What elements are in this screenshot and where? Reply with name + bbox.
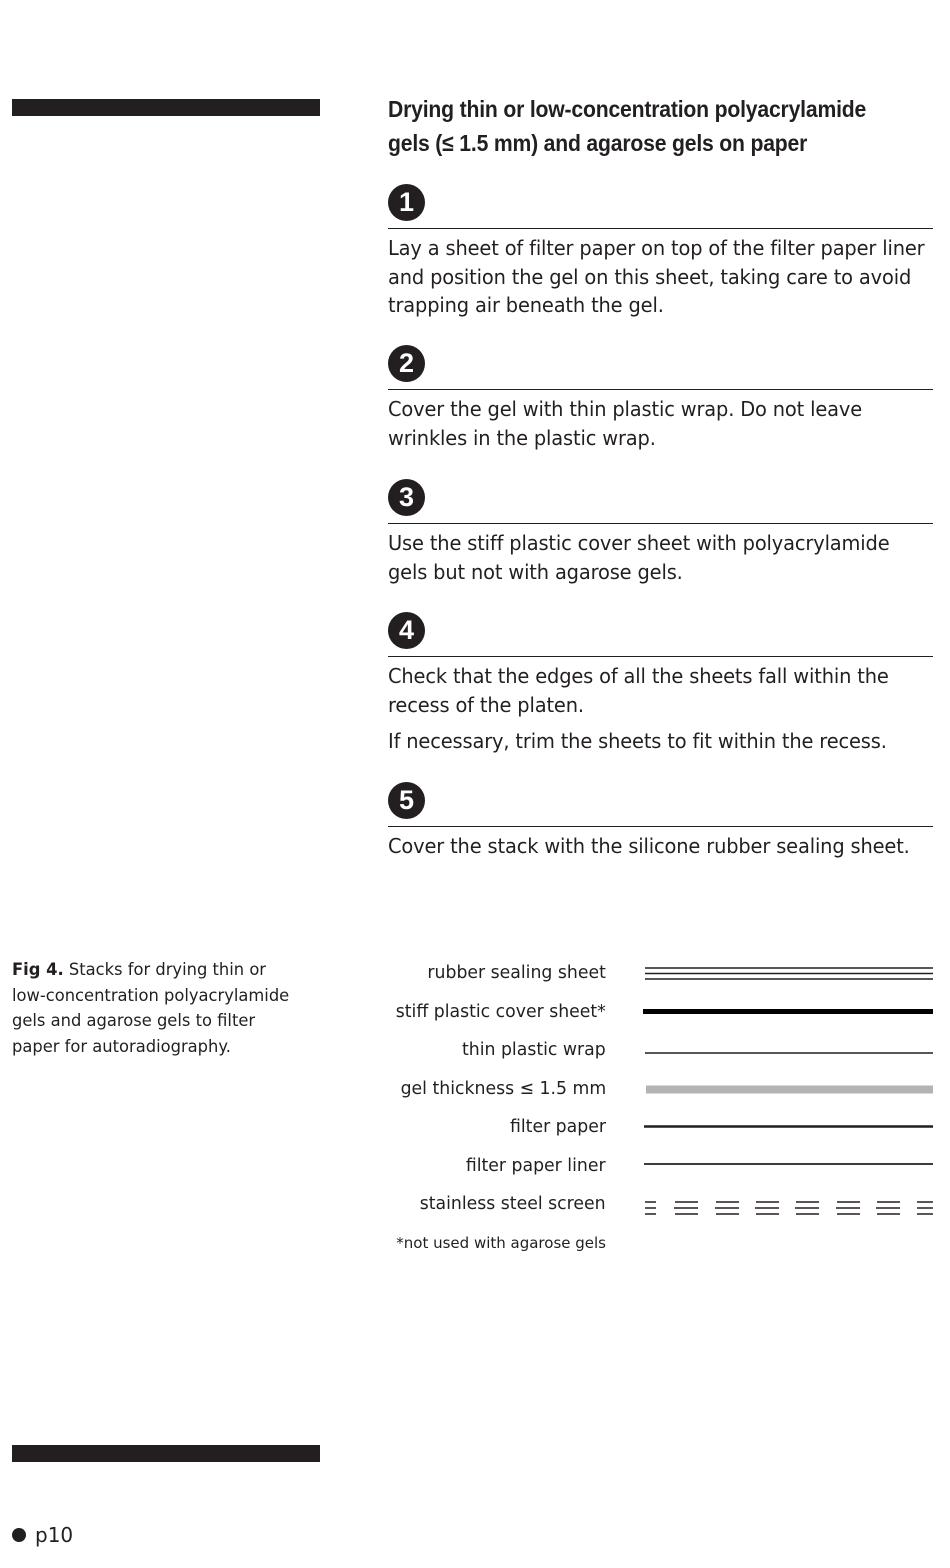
- layer-label-filter-paper: filter paper: [510, 1116, 606, 1137]
- layer-label-filter-paper-liner: filter paper liner: [466, 1155, 606, 1176]
- step-divider: [388, 523, 933, 524]
- figure-label: Fig 4.: [12, 960, 64, 980]
- page-number: [12, 1522, 73, 1548]
- step-text: Check that the edges of all the sheets fall within the recess of the platen.: [388, 664, 889, 717]
- title-line-2: gels (≤ 1.5 mm) and agarose gels on paper: [388, 130, 808, 156]
- layer-label-gel: gel thickness ≤ 1.5 mm: [400, 1078, 606, 1099]
- step-text: Lay a sheet of filter paper on top of the filter paper liner and position the gel on this sheet, taking care to avoid trapping air beneath the gel.: [388, 236, 925, 317]
- step-number-badge: 1: [388, 184, 425, 221]
- step-divider: [388, 656, 933, 657]
- figure-footnote: *not used with agarose gels: [396, 1234, 606, 1252]
- bottom-section-bar: [12, 1445, 320, 1462]
- step-text: Use the stiff plastic cover sheet with polyacrylamide gels but not with agarose gels.: [388, 531, 890, 584]
- layer-label-thin-plastic-wrap: thin plastic wrap: [462, 1039, 606, 1060]
- layer-line-stainless-steel-screen: [645, 1202, 933, 1214]
- step-2: [388, 345, 933, 452]
- step-divider: [388, 228, 933, 229]
- layer-label-rubber-sealing-sheet: rubber sealing sheet: [427, 962, 606, 983]
- step-number-badge: 5: [388, 782, 425, 819]
- top-section-bar: [12, 99, 320, 116]
- step-number-badge: 2: [388, 345, 425, 382]
- page-number-text: p10: [35, 1523, 74, 1547]
- step-number-badge: 4: [388, 612, 425, 649]
- title-line-1: Drying thin or low-concentration polyacrylamide: [388, 96, 867, 122]
- layer-lines: [380, 955, 940, 1265]
- step-text-note: If necessary, trim the sheets to fit within the recess.: [388, 729, 887, 753]
- step-4: [388, 612, 933, 756]
- layer-line-rubber-sealing-sheet: [645, 968, 933, 979]
- stack-diagram: [380, 955, 940, 1265]
- layer-label-stiff-plastic-cover-sheet: stiff plastic cover sheet*: [395, 1001, 606, 1022]
- figure-caption: [12, 958, 300, 1060]
- step-number-badge: 3: [388, 479, 425, 516]
- section-title: [388, 92, 889, 160]
- step-divider: [388, 826, 933, 827]
- step-divider: [388, 389, 933, 390]
- step-5: [388, 782, 933, 861]
- layer-label-stainless-steel-screen: stainless steel screen: [420, 1193, 606, 1214]
- step-text: Cover the gel with thin plastic wrap. Do not leave wrinkles in the plastic wrap.: [388, 397, 863, 450]
- step-text: Cover the stack with the silicone rubber sealing sheet.: [388, 834, 910, 858]
- step-1: [388, 184, 933, 320]
- step-3: [388, 479, 933, 586]
- bullet-icon: [12, 1528, 26, 1542]
- figure-caption-text: Stacks for drying thin or low-concentration polyacrylamide gels and agarose gels to filter paper for autoradiography.: [12, 960, 290, 1057]
